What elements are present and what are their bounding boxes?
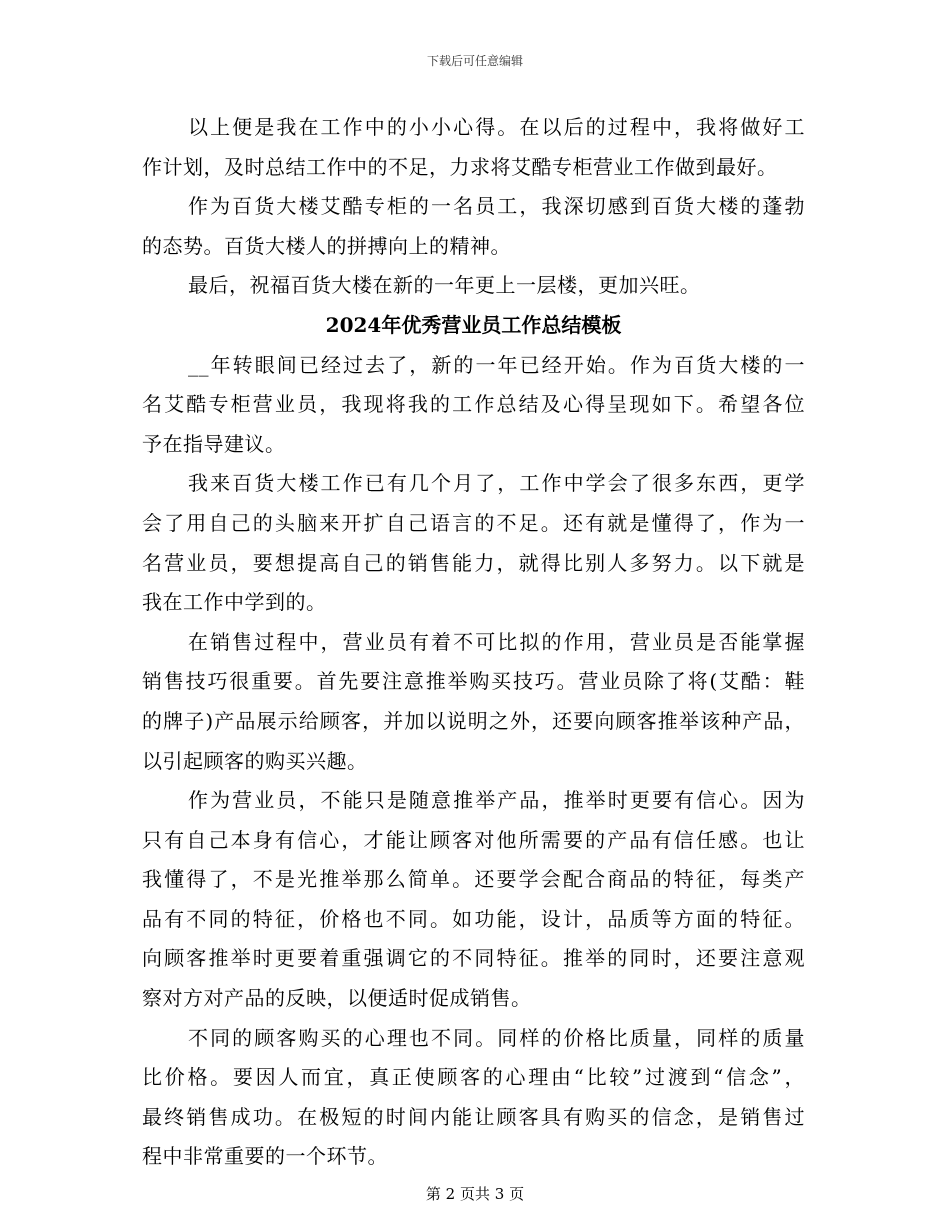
page-header: 下载后可任意编辑 xyxy=(426,54,523,68)
paragraph-line: 销售技巧很重要。首先要注意推举购买技巧。营业员除了将(艾酷：鞋 xyxy=(142,669,805,694)
paragraph-line: 我在工作中学到的。 xyxy=(142,590,327,615)
document-title: 2024年优秀营业员工作总结模板 xyxy=(325,312,622,337)
paragraph-line: 以上便是我在工作中的小小心得。在以后的过程中，我将做好工 xyxy=(188,115,805,139)
paragraph-line: 比价格。要因人而宜，真正使顾客的心理由“比较”过渡到“信念”， xyxy=(142,1065,805,1090)
paragraph-line: 最后，祝福百货大楼在新的一年更上一层楼，更加兴旺。 xyxy=(188,273,701,298)
paragraph-line: 作为营业员，不能只是随意推举产品，推举时更要有信心。因为 xyxy=(188,788,805,813)
paragraph xyxy=(142,623,805,781)
paragraph xyxy=(142,1019,805,1177)
paragraph xyxy=(142,108,805,187)
paragraph-line: 予在指导建议。 xyxy=(142,431,286,456)
paragraph-line: 在销售过程中，营业员有着不可比拟的作用，营业员是否能掌握 xyxy=(188,629,805,654)
paragraph-line: 最终销售成功。在极短的时间内能让顾客具有购买的信念，是销售过 xyxy=(142,1104,805,1129)
paragraph xyxy=(142,346,805,465)
paragraph-line: 我来百货大楼工作已有几个月了，工作中学会了很多东西，更学 xyxy=(188,471,805,496)
paragraph xyxy=(142,187,805,266)
paragraph-line: 向顾客推举时更要着重强调它的不同特征。推举的同时，还要注意观 xyxy=(142,946,805,971)
document-body xyxy=(142,108,805,1177)
paragraph-line: 作为百货大楼艾酷专柜的一名员工，我深切感到百货大楼的蓬勃 xyxy=(188,194,805,219)
paragraph-line: 作计划，及时总结工作中的不足，力求将艾酷专柜营业工作做到最好。 xyxy=(142,154,778,179)
paragraph-line: 不同的顾客购买的心理也不同。同样的价格比质量，同样的质量 xyxy=(188,1025,805,1050)
paragraph-line: 会了用自己的头脑来开扩自己语言的不足。还有就是懂得了，作为一 xyxy=(142,510,805,535)
paragraph-line: 品有不同的特征，价格也不同。如功能，设计，品质等方面的特征。 xyxy=(142,906,805,931)
paragraph-line: 以引起顾客的购买兴趣。 xyxy=(142,748,368,773)
paragraph-line: 名营业员，要想提高自己的销售能力，就得比别人多努力。以下就是 xyxy=(142,550,805,575)
paragraph-line: 察对方对产品的反映，以便适时促成销售。 xyxy=(142,986,532,1011)
paragraph xyxy=(142,266,805,306)
page-footer: 第 2 页共 3 页 xyxy=(425,1185,525,1203)
paragraph-line: 的牌子)产品展示给顾客，并加以说明之外，还要向顾客推举该种产品， xyxy=(142,708,805,733)
paragraphs-before-title xyxy=(142,108,805,306)
paragraph-line: 只有自己本身有信心，才能让顾客对他所需要的产品有信任感。也让 xyxy=(142,827,805,852)
paragraph-line: 的态势。百货大楼人的拼搏向上的精神。 xyxy=(142,233,511,258)
paragraph-line: 我懂得了，不是光推举那么简单。还要学会配合商品的特征，每类产 xyxy=(142,867,805,892)
paragraph-line: 程中非常重要的一个环节。 xyxy=(142,1144,388,1169)
paragraph-line: 名艾酷专柜营业员，我现将我的工作总结及心得呈现如下。希望各位 xyxy=(142,392,805,417)
paragraph xyxy=(142,464,805,622)
paragraphs-after-title xyxy=(142,346,805,1177)
paragraph xyxy=(142,781,805,1019)
paragraph-line: __年转眼间已经过去了，新的一年已经开始。作为百货大楼的一 xyxy=(188,352,805,377)
